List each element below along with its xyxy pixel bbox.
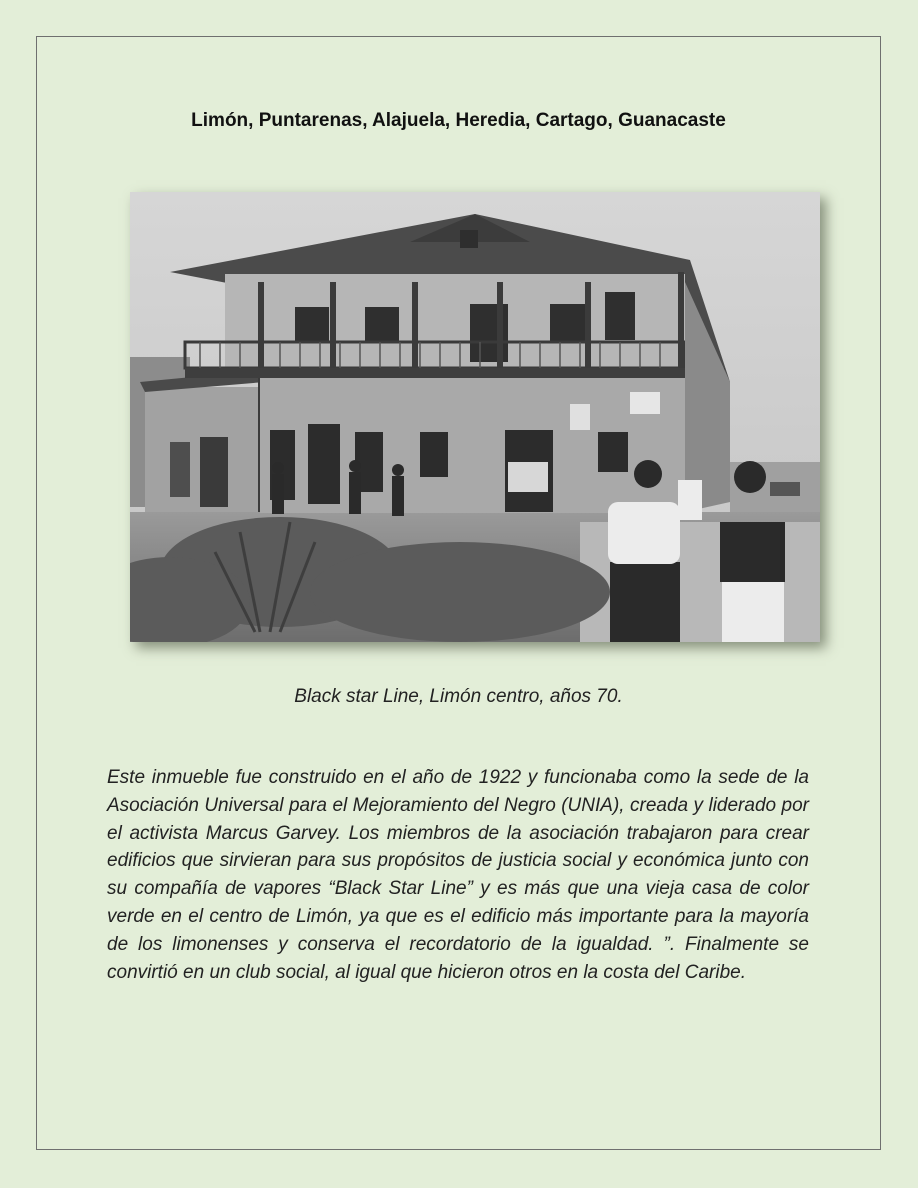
body-paragraph: Este inmueble fue construido en el año de 1922 y funcionaba como la sede de la Asociación Universal para el Mejoramiento del Negro (UNIA), creada y liderado por el activista Marcus Garvey. Los miembros de la asociación trabajaron para crear edificios que sirvieran para sus propósitos de justicia social y económica junto con su compañía de vapores “Black Star Line” y es más que una vieja casa de color verde en el centro de Limón, ya que es el edificio más importante para la mayoría de los limonenses y conserva el recordatorio de la igualdad. ”. Finalmente se convirtió en un club social, al igual que hicieron otros en la costa del Caribe. <box>107 767 809 983</box>
photo-caption: Black star Line, Limón centro, años 70. <box>294 686 623 707</box>
page-heading: Limón, Puntarenas, Alajuela, Heredia, Cartago, Guanacaste <box>191 110 726 131</box>
building-photo <box>130 192 820 642</box>
